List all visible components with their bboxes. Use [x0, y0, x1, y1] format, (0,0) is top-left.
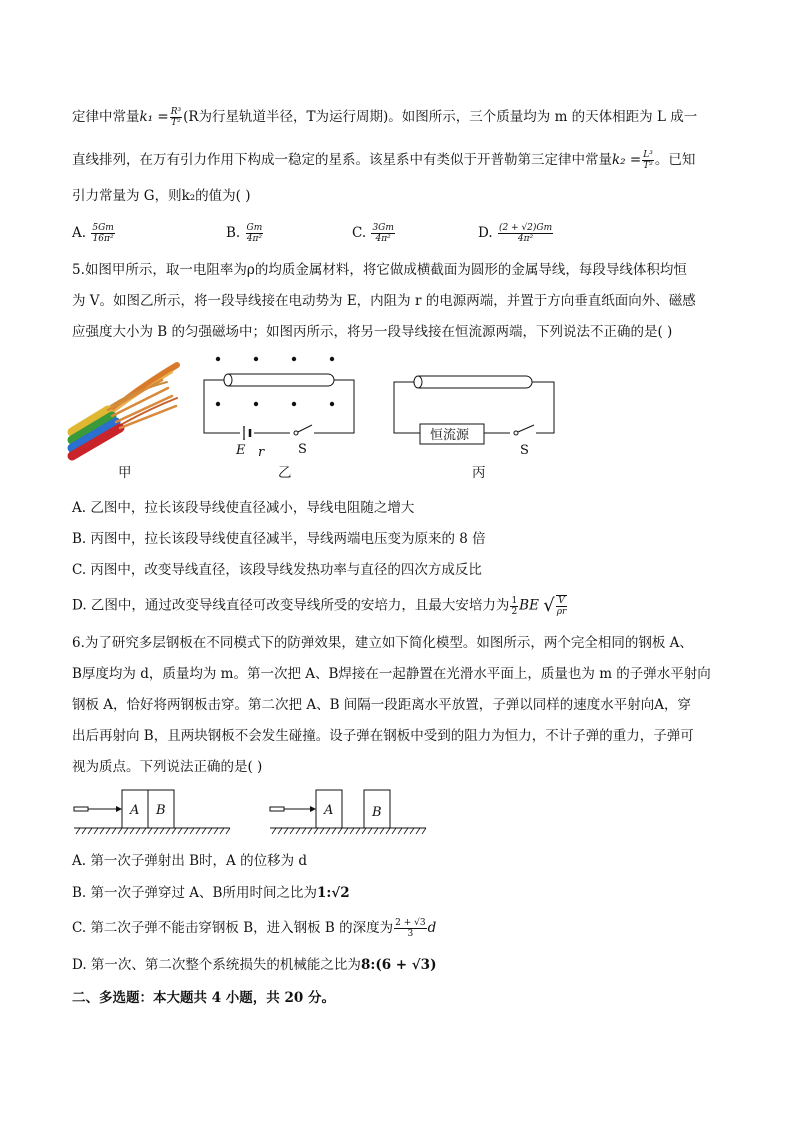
circuit-yi	[200, 352, 360, 462]
q4-option-a: A. $\frac{5Gm}{\text{16π²}}$	[72, 223, 114, 244]
k1-symbol: k₁ =	[139, 109, 169, 125]
block-B2: B	[372, 805, 382, 820]
label-r: r	[258, 445, 265, 460]
q4-text: 直线排列，在万有引力作用下构成一稳定的星系。该星系中有类似于开普勒第三定律中常量	[72, 152, 612, 168]
wires-photo	[72, 360, 182, 460]
q5-line-3: 应强度大小为 B 的匀强磁场中；如图丙所示，将另一段导线接在恒流源两端，下列说法不正确的是( )	[72, 324, 673, 340]
block-B: B	[156, 803, 166, 818]
q5-line-1: 5.如图甲所示，取一电阻率为ρ的均质金属材料，将它做成横截面为圆形的金属导线，每段导线体积均恒	[72, 262, 687, 278]
figure-label-jia: 甲	[118, 465, 132, 481]
q6-line-5: 视为质点。下列说法正确的是( )	[72, 759, 263, 775]
constant-current-source-label: 恒流源	[430, 428, 470, 443]
q4-line-3: 引力常量为 G，则k₂的值为( )	[72, 188, 251, 204]
q5-option-c: C. 丙图中，改变导线直径，该段导线发热功率与直径的四次方成反比	[72, 562, 482, 578]
q6-option-b: B. 第一次子弹穿过 A、B所用时间之比为1:√2	[72, 885, 350, 901]
q4-option-c: C. $\frac{3Gm}{\text{4π²}}$	[352, 223, 394, 244]
q6-line-1: 6.为了研究多层钢板在不同模式下的防弹效果，建立如下简化模型。如图所示，两个完全相同的钢板 A、	[72, 635, 693, 651]
q4-text: 。已知	[654, 152, 696, 168]
q5-option-b: B. 丙图中，拉长该段导线使直径减半，导线两端电压变为原来的 8 倍	[72, 531, 486, 547]
label-E: E	[236, 443, 246, 458]
q5-option-a: A. 乙图中，拉长该段导线使直径减小，导线电阻随之增大	[72, 500, 415, 516]
q4-option-d: D. $\frac{(2 + √2)Gm}{\text{4π²}}$	[478, 223, 553, 244]
bullet-plates-welded	[72, 788, 232, 836]
q6-line-4: 出后再射向 B，且两块钢板不会发生碰撞。设子弹在钢板中受到的阻力为恒力，不计子弹的重力，子弹可	[72, 728, 694, 744]
bullet-plates-separated	[268, 788, 428, 836]
block-A2: A	[324, 803, 334, 818]
section-2-heading: 二、多选题：本大题共 4 小题，共 20 分。	[72, 990, 335, 1006]
q6-option-a: A. 第一次子弹射出 B时，A 的位移为 d	[72, 853, 308, 869]
figure-label-yi: 乙	[278, 465, 292, 481]
circuit-bing	[392, 372, 558, 462]
label-S2: S	[520, 443, 529, 458]
q5-option-d: D. 乙图中，通过改变导线直径可改变导线所受的安培力，且最大安培力为 $\frac{1}{2}$ BE √ $\frac{V}{\rho r}$	[72, 595, 567, 617]
block-A: A	[130, 803, 140, 818]
k2-symbol: k₂ =	[612, 152, 642, 168]
q6-line-3: 钢板 A，恰好将两钢板击穿。第二次把 A、B 间隔一段距离水平放置，子弹以同样的速度水平射向A，穿	[72, 697, 692, 713]
q4-line-2	[72, 150, 722, 171]
q5-line-2: 为 V。如图乙所示，将一段导线接在电动势为 E，内阻为 r 的电源两端，并置于方向垂直纸面向外、磁感	[72, 293, 696, 309]
k2-fraction: $\frac{\text{L³}}{\text{T²}}$	[643, 150, 653, 171]
q6-line-2: B厚度均为 d，质量均为 m。第一次把 A、B焊接在一起静置在光滑水平面上，质量也为 m 的子弹水平射向	[72, 666, 711, 682]
q4-option-b: B. $\frac{Gm}{\text{4π²}}$	[226, 223, 263, 244]
k1-fraction: $\frac{\text{R³}}{\text{T²}}$	[170, 107, 182, 128]
q4-text: 定律中常量	[72, 109, 140, 125]
q6-option-c: C. 第二次子弹不能击穿钢板 B，进入钢板 B 的深度为 $\frac{2 + √3}{3}$ d	[72, 918, 437, 939]
figure-label-bing: 丙	[472, 465, 486, 481]
q6-option-d: D. 第一次、第二次整个系统损失的机械能之比为8:(6 + √3)	[72, 957, 437, 973]
label-S: S	[298, 442, 307, 457]
q4-text: (R为行星轨道半径，T为运行周期)。如图所示，三个质量均为 m 的天体相距为 L 成一	[183, 109, 698, 125]
q4-line-1	[72, 107, 722, 128]
